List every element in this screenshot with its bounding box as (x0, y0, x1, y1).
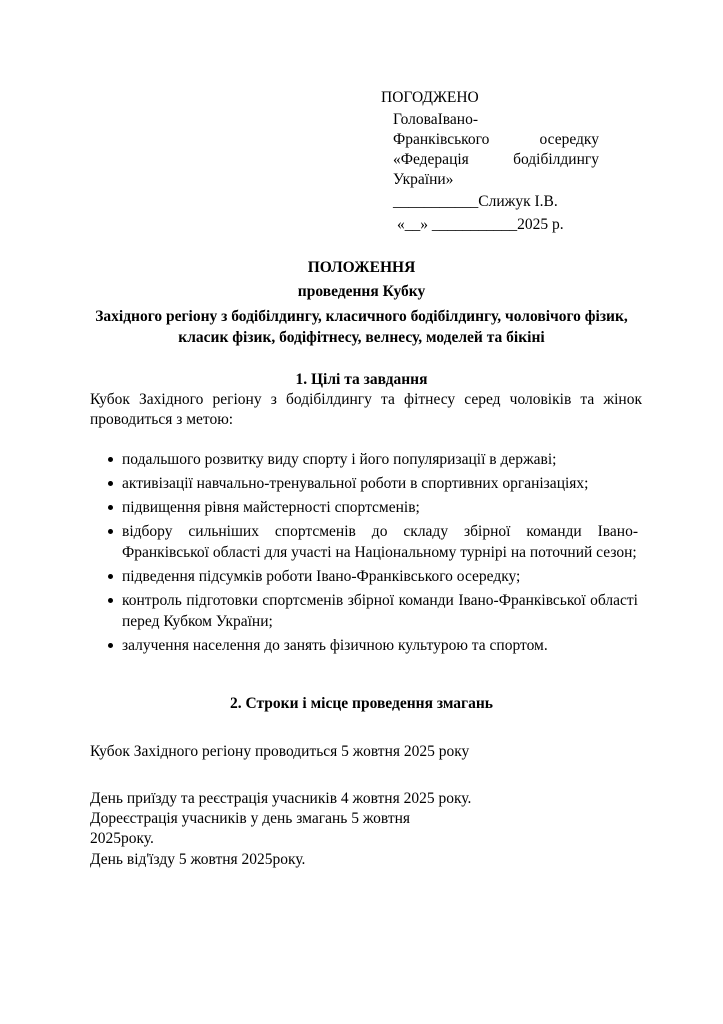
approval-date: «__» ___________2025 р. (397, 216, 564, 233)
list-item (108, 497, 638, 518)
list-item (108, 590, 638, 632)
approval-signature: ___________Слижук І.В. (393, 193, 558, 210)
late-registration-paragraph: Дореєстрація учасників у день змагань 5 жовтня 2025року. (90, 810, 411, 847)
list-item (108, 473, 638, 494)
bullet-icon (108, 574, 113, 579)
bullet-icon (108, 481, 113, 486)
section-2-heading: 2. Строки і місце проведення змагань (230, 695, 493, 712)
approval-position (393, 110, 599, 190)
approval-line: «Федерація бодібілдингу (393, 151, 599, 168)
section-1-intro: Кубок Західного регіону з бодібілдингу та фітнесу серед чоловіків та жінок проводиться з метою: (90, 391, 642, 428)
document-subtitle: проведення Кубку (297, 283, 426, 300)
approval-line: України» (393, 171, 454, 188)
list-item-text: активізації навчально-тренувальної роботи в спортивних організаціях; (122, 475, 589, 492)
bullet-icon (108, 457, 113, 462)
list-item-text: відбору сильніших спортсменів до складу збірної команди Івано-Франківської області для участі на Національному турнірі на поточний сезон; (122, 523, 638, 561)
bullet-icon (108, 598, 113, 603)
bullet-icon (108, 505, 113, 510)
bullet-icon (108, 529, 113, 534)
list-item (108, 566, 638, 587)
approval-line: ГоловаІвано- (393, 111, 478, 128)
approval-block (381, 88, 601, 235)
document-title: ПОЛОЖЕННЯ (307, 259, 416, 276)
goals-list (108, 449, 638, 659)
bullet-icon (108, 643, 113, 648)
list-item-text: підведення підсумків роботи Івано-Франківського осередку; (122, 568, 521, 585)
list-item-text: підвищення рівня майстерності спортсменів; (122, 499, 420, 516)
approval-line: Франківського осередку (393, 131, 599, 148)
list-item-text: подальшого розвитку виду спорту і його популяризації в державі; (122, 451, 557, 468)
list-item (108, 635, 638, 656)
list-item-text: контроль підготовки спортсменів збірної команди Івано-Франківської області перед Кубком України; (122, 592, 638, 630)
list-item-text: залучення населення до занять фізичною культурою та спортом. (122, 637, 548, 654)
schedule-paragraph: Кубок Західного регіону проводиться 5 жовтня 2025 року (90, 743, 470, 760)
section-1-heading: 1. Цілі та завдання (295, 371, 428, 388)
departure-paragraph: День від'їзду 5 жовтня 2025року. (90, 851, 306, 868)
arrival-paragraph: День приїзду та реєстрація учасників 4 жовтня 2025 року. (90, 790, 472, 807)
document-subject: Західного регіону з бодібілдингу, класичного бодібілдингу, чоловічого фізик, класик фізик, бодіфітнесу, велнесу, моделей та бікіні (95, 308, 628, 346)
list-item (108, 449, 638, 470)
approval-heading: ПОГОДЖЕНО (381, 89, 479, 106)
list-item (108, 521, 638, 563)
